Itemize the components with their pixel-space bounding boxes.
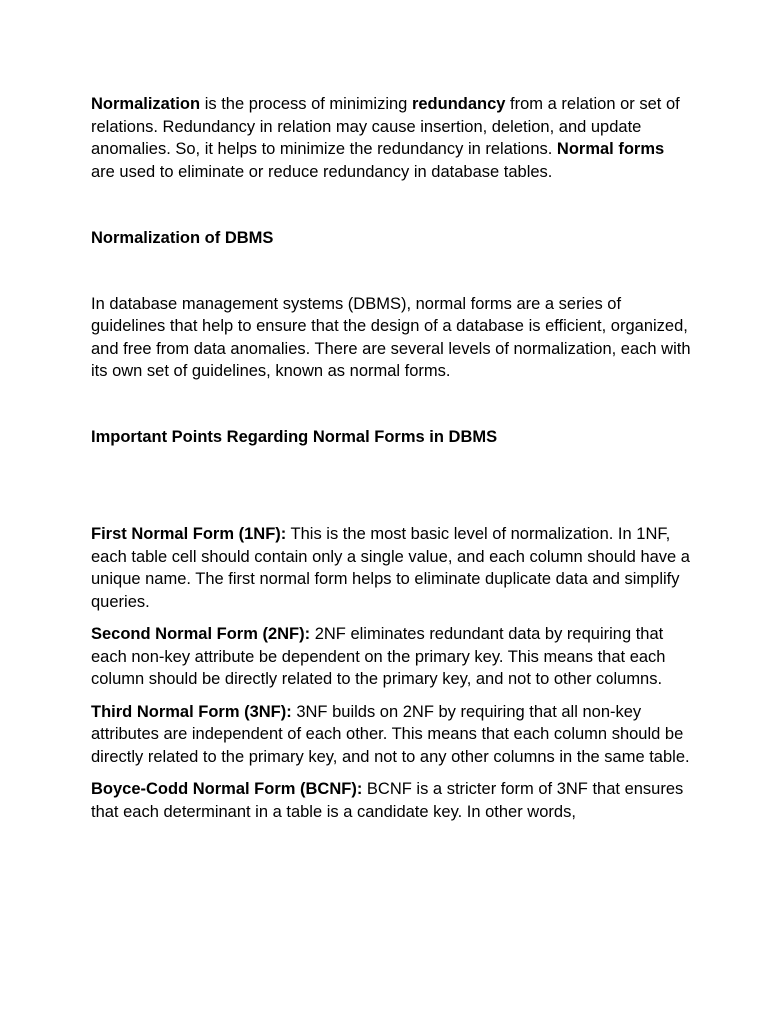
normal-form-item-3nf [91, 701, 691, 769]
normal-form-title: First Normal Form (1NF): [91, 525, 287, 543]
normal-form-description: This is the most basic level of normalization. In 1NF, each table cell should contain only a single value, and each column should have a unique name. The first normal form helps to eliminate duplicate data and simplify queries. [91, 525, 690, 611]
intro-paragraph [91, 93, 691, 183]
normal-form-title: Boyce-Codd Normal Form (BCNF): [91, 780, 363, 798]
intro-text-3: are used to eliminate or reduce redundancy in database tables. [91, 162, 553, 181]
normal-form-title: Third Normal Form (3NF): [91, 702, 292, 721]
document-page [91, 93, 691, 833]
normal-form-item-bcnf [91, 778, 691, 823]
normal-form-description: BCNF is a stricter form of 3NF that ensures that each determinant in a table is a candidate key. In other words, [91, 780, 684, 821]
normal-form-item-2nf [91, 623, 691, 691]
dbms-normal-forms-paragraph: In database management systems (DBMS), normal forms are a series of guidelines that help to ensure that the design of a database is efficient, organized, and free from data anomalies. There are several levels of normalization, each with its own set of guidelines, known as normal forms. [91, 294, 691, 380]
heading-important-points: Important Points Regarding Normal Forms in DBMS [91, 427, 498, 446]
normal-form-description: 2NF eliminates redundant data by requiring that each non-key attribute be dependent on the primary key. This means that each column should be directly related to the primary key, and not to other columns. [91, 625, 666, 688]
normal-form-item-1nf [91, 523, 691, 613]
heading-normalization-of-dbms: Normalization of DBMS [91, 229, 274, 247]
intro-term-normalization: Normalization [91, 95, 201, 113]
normal-form-title: Second Normal Form (2NF): [91, 625, 311, 643]
intro-text-1: is the process of minimizing [200, 95, 412, 113]
intro-text-2: from a relation or set of relations. Redundancy in relation may cause insertion, deletion, and update anomalies. So, it helps to minimize the redundancy in relations. [91, 95, 680, 158]
intro-term-redundancy: redundancy [411, 95, 506, 113]
normal-form-description: 3NF builds on 2NF by requiring that all non-key attributes are independent of each other. This means that each column should be directly related to the primary key, and not to any other columns in the same table. [91, 702, 690, 766]
intro-term-normal-forms: Normal forms [556, 140, 665, 158]
